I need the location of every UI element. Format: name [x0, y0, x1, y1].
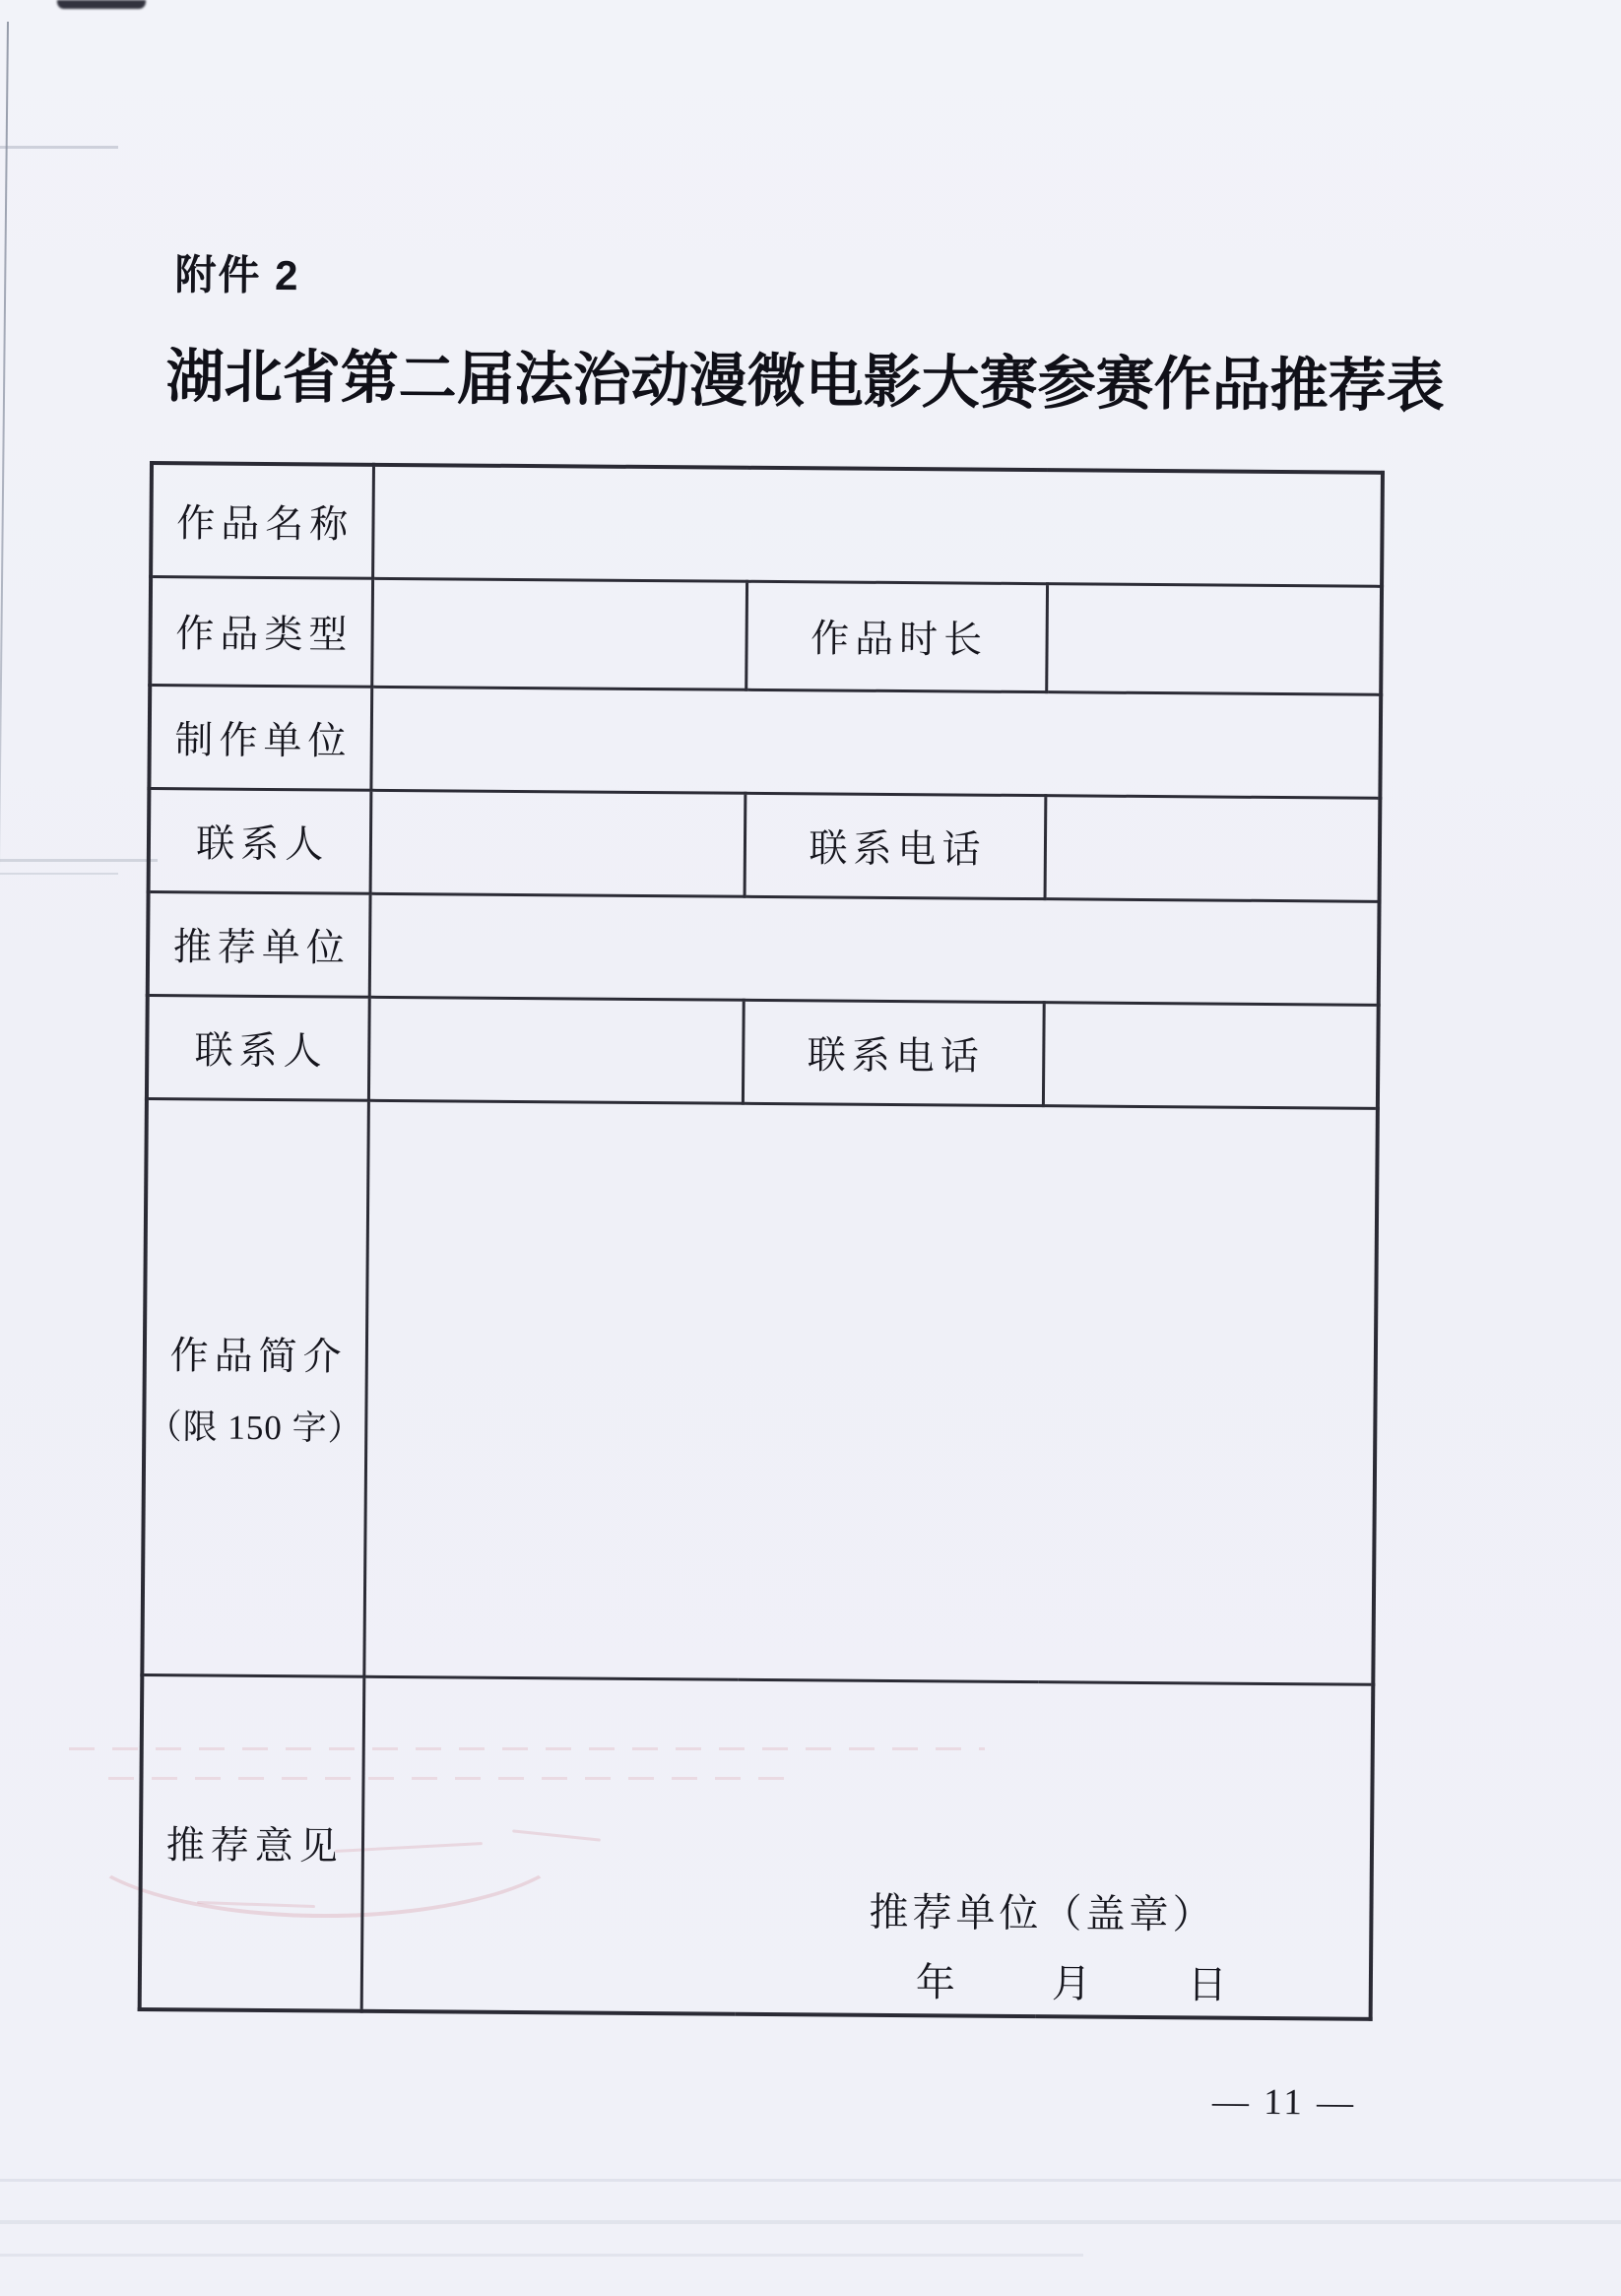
table-row	[151, 463, 1383, 586]
field-value-contact-phone-2	[1043, 1002, 1379, 1108]
work-intro-limit-note: （限 150 字）	[147, 1407, 363, 1448]
field-value-contact-phone	[1045, 795, 1381, 901]
field-value-contact-person	[370, 790, 746, 896]
page-title: 湖北省第二届法治动漫微电影大赛参赛作品推荐表	[165, 344, 1445, 420]
field-label-recommending-unit: 推荐单位	[148, 891, 370, 997]
field-value-production-unit	[370, 687, 1381, 798]
field-value-work-intro	[363, 1100, 1378, 1684]
field-value-recommending-unit	[369, 893, 1380, 1005]
field-label-work-duration: 作品时长	[746, 581, 1047, 691]
recommendation-form-table	[138, 461, 1385, 2021]
field-label-contact-person: 联系人	[149, 788, 371, 893]
table-row	[142, 1098, 1378, 1684]
field-value-contact-person-2	[368, 997, 744, 1103]
date-month-label: 月	[1051, 1961, 1092, 2006]
work-intro-label-text: 作品简介	[169, 1334, 348, 1379]
date-day-label: 日	[1187, 1962, 1228, 2007]
field-value-recommendation-opinion	[361, 1676, 1374, 2019]
field-label-work-type: 作品类型	[150, 576, 372, 687]
attachment-label: 附件 2	[174, 251, 300, 299]
table-row	[147, 995, 1379, 1108]
field-label-work-intro	[142, 1098, 368, 1676]
field-label-contact-phone: 联系电话	[745, 793, 1046, 898]
field-label-work-name: 作品名称	[151, 463, 373, 578]
table-row	[149, 685, 1381, 798]
signature-date-line	[727, 1950, 1357, 2011]
signature-unit-seal-line: 推荐单位（盖章）	[869, 1889, 1216, 1937]
field-label-recommendation-opinion: 推荐意见	[140, 1674, 364, 2011]
table-row	[148, 891, 1380, 1005]
date-year-label: 年	[915, 1960, 956, 2005]
table-row	[149, 788, 1381, 901]
field-value-work-type	[371, 578, 746, 689]
signature-block	[727, 1880, 1358, 2011]
field-value-work-duration	[1046, 583, 1382, 694]
field-label-production-unit: 制作单位	[149, 685, 371, 790]
page-number: — 11 —	[1211, 2081, 1357, 2124]
field-value-work-name	[372, 465, 1383, 586]
field-label-contact-phone-2: 联系电话	[743, 1000, 1044, 1105]
field-label-contact-person-2: 联系人	[147, 995, 369, 1100]
table-row	[150, 576, 1382, 694]
table-row	[140, 1674, 1374, 2019]
